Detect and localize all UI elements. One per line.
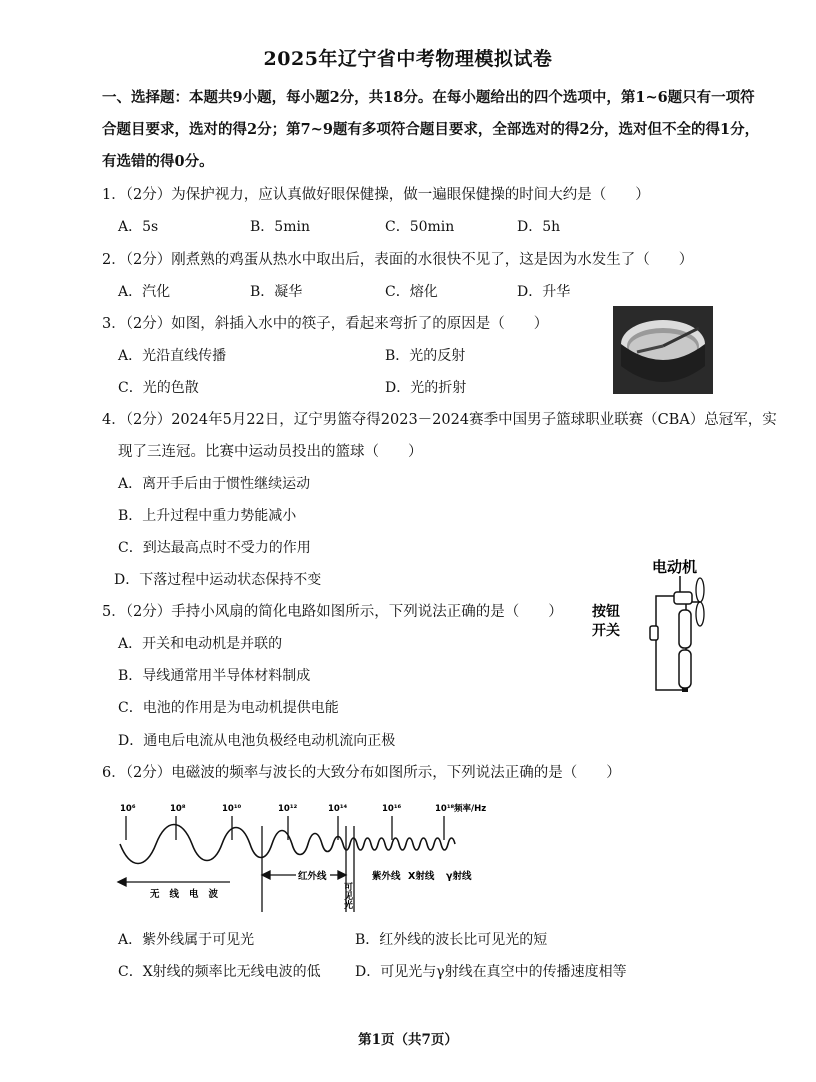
switch-icon [650, 626, 658, 640]
motor-label: 电动机 [652, 558, 698, 576]
question-1-option-b[interactable]: B．5min [250, 219, 310, 235]
question-4-option-b[interactable]: B．上升过程中重力势能减小 [118, 508, 297, 524]
question-5-option-d[interactable]: D．通电后电流从电池负极经电动机流向正极 [118, 733, 396, 749]
question-3-option-c[interactable]: C．光的色散 [118, 380, 199, 396]
freq-tick-label: 10¹² [278, 804, 298, 814]
bent-chopstick-in-water-image [613, 306, 713, 394]
switch-label-line-1: 按钮 [592, 604, 620, 620]
question-1-option-a[interactable]: A．5s [118, 219, 159, 235]
band-label-infrared: 红外线 [298, 871, 327, 882]
section-intro-line-3: 有选错的得0分。 [102, 153, 214, 170]
question-2-option-c[interactable]: C．熔化 [385, 284, 438, 300]
question-5-stem: 5．（2分）手持小风扇的简化电路如图所示，下列说法正确的是（ ） [102, 604, 563, 620]
question-6-stem: 6．（2分）电磁波的频率与波长的大致分布如图所示，下列说法正确的是（ ） [102, 765, 621, 781]
section-intro-line-2: 合题目要求，选对的得2分；第7~9题有多项符合题目要求，全部选对的得2分，选对但不全的得1分， [102, 121, 760, 138]
question-3-option-a[interactable]: A．光沿直线传播 [118, 348, 227, 364]
question-6-option-a[interactable]: A．紫外线属于可见光 [118, 932, 255, 948]
question-2-option-b[interactable]: B．凝华 [250, 284, 303, 300]
freq-tick-label: 10¹⁴ [328, 804, 348, 814]
question-5-option-c[interactable]: C．电池的作用是为电动机提供电能 [118, 700, 339, 716]
page-title: 2025年辽宁省中考物理模拟试卷 [263, 48, 553, 70]
question-3-option-d[interactable]: D．光的折射 [385, 380, 467, 396]
freq-tick-label: 10⁸ [170, 804, 186, 814]
question-6-option-d[interactable]: D．可见光与γ射线在真空中的传播速度相等 [355, 964, 627, 980]
band-label-radio: 无线电波 [150, 889, 229, 900]
electromagnetic-spectrum-diagram [110, 800, 600, 915]
question-2-option-a[interactable]: A．汽化 [118, 284, 171, 300]
question-1-option-d[interactable]: D．5h [517, 219, 561, 235]
question-3-option-b[interactable]: B．光的反射 [385, 348, 466, 364]
page-footer: 第1页（共7页） [358, 1032, 458, 1048]
freq-unit-label: 频率/Hz [454, 804, 487, 814]
switch-label-line-2: 开关 [592, 623, 620, 639]
question-6-option-b[interactable]: B．红外线的波长比可见光的短 [355, 932, 548, 948]
question-1-stem: 1．（2分）为保护视力，应认真做好眼保健操，做一遍眼保健操的时间大约是（ ） [102, 187, 650, 203]
band-label-gamma: γ射线 [446, 871, 472, 882]
question-1-option-c[interactable]: C．50min [385, 219, 455, 235]
question-5-option-a[interactable]: A．开关和电动机是并联的 [118, 636, 283, 652]
question-4-stem-line-1: 4．（2分）2024年5月22日，辽宁男篮夺得2023－2024赛季中国男子篮球职业联赛（CBA）总冠军，实 [102, 412, 777, 428]
freq-tick-label: 10¹⁸ [435, 804, 455, 814]
fan-circuit-diagram [588, 552, 718, 698]
band-label-visible: 可见光 [342, 882, 352, 909]
question-4-stem-line-2: 现了三连冠。比赛中运动员投出的篮球（ ） [118, 444, 423, 460]
battery-icon [679, 610, 691, 648]
freq-tick-label: 10¹⁰ [222, 804, 242, 814]
freq-tick-label: 10⁶ [120, 804, 136, 814]
section-intro-line-1: 一、选择题：本题共9小题，每小题2分，共18分。在每小题给出的四个选项中，第1~6题只有一项符 [102, 89, 755, 106]
band-label-ultraviolet: 紫外线 [372, 871, 401, 882]
question-4-option-c[interactable]: C．到达最高点时不受力的作用 [118, 540, 311, 556]
band-label-xray: X射线 [408, 871, 435, 882]
freq-tick-label: 10¹⁶ [382, 804, 402, 814]
question-3-stem: 3．（2分）如图，斜插入水中的筷子，看起来弯折了的原因是（ ） [102, 316, 549, 332]
question-2-option-d[interactable]: D．升华 [517, 284, 571, 300]
question-4-option-d[interactable]: D．下落过程中运动状态保持不变 [114, 572, 322, 588]
fan-blade-icon [696, 578, 704, 602]
motor-icon [674, 592, 692, 604]
question-2-stem: 2．（2分）刚煮熟的鸡蛋从热水中取出后，表面的水很快不见了，这是因为水发生了（ ） [102, 252, 694, 268]
question-6-option-c[interactable]: C．X射线的频率比无线电波的低 [118, 964, 321, 980]
question-5-option-b[interactable]: B．导线通常用半导体材料制成 [118, 668, 311, 684]
question-4-option-a[interactable]: A．离开手后由于惯性继续运动 [118, 476, 311, 492]
